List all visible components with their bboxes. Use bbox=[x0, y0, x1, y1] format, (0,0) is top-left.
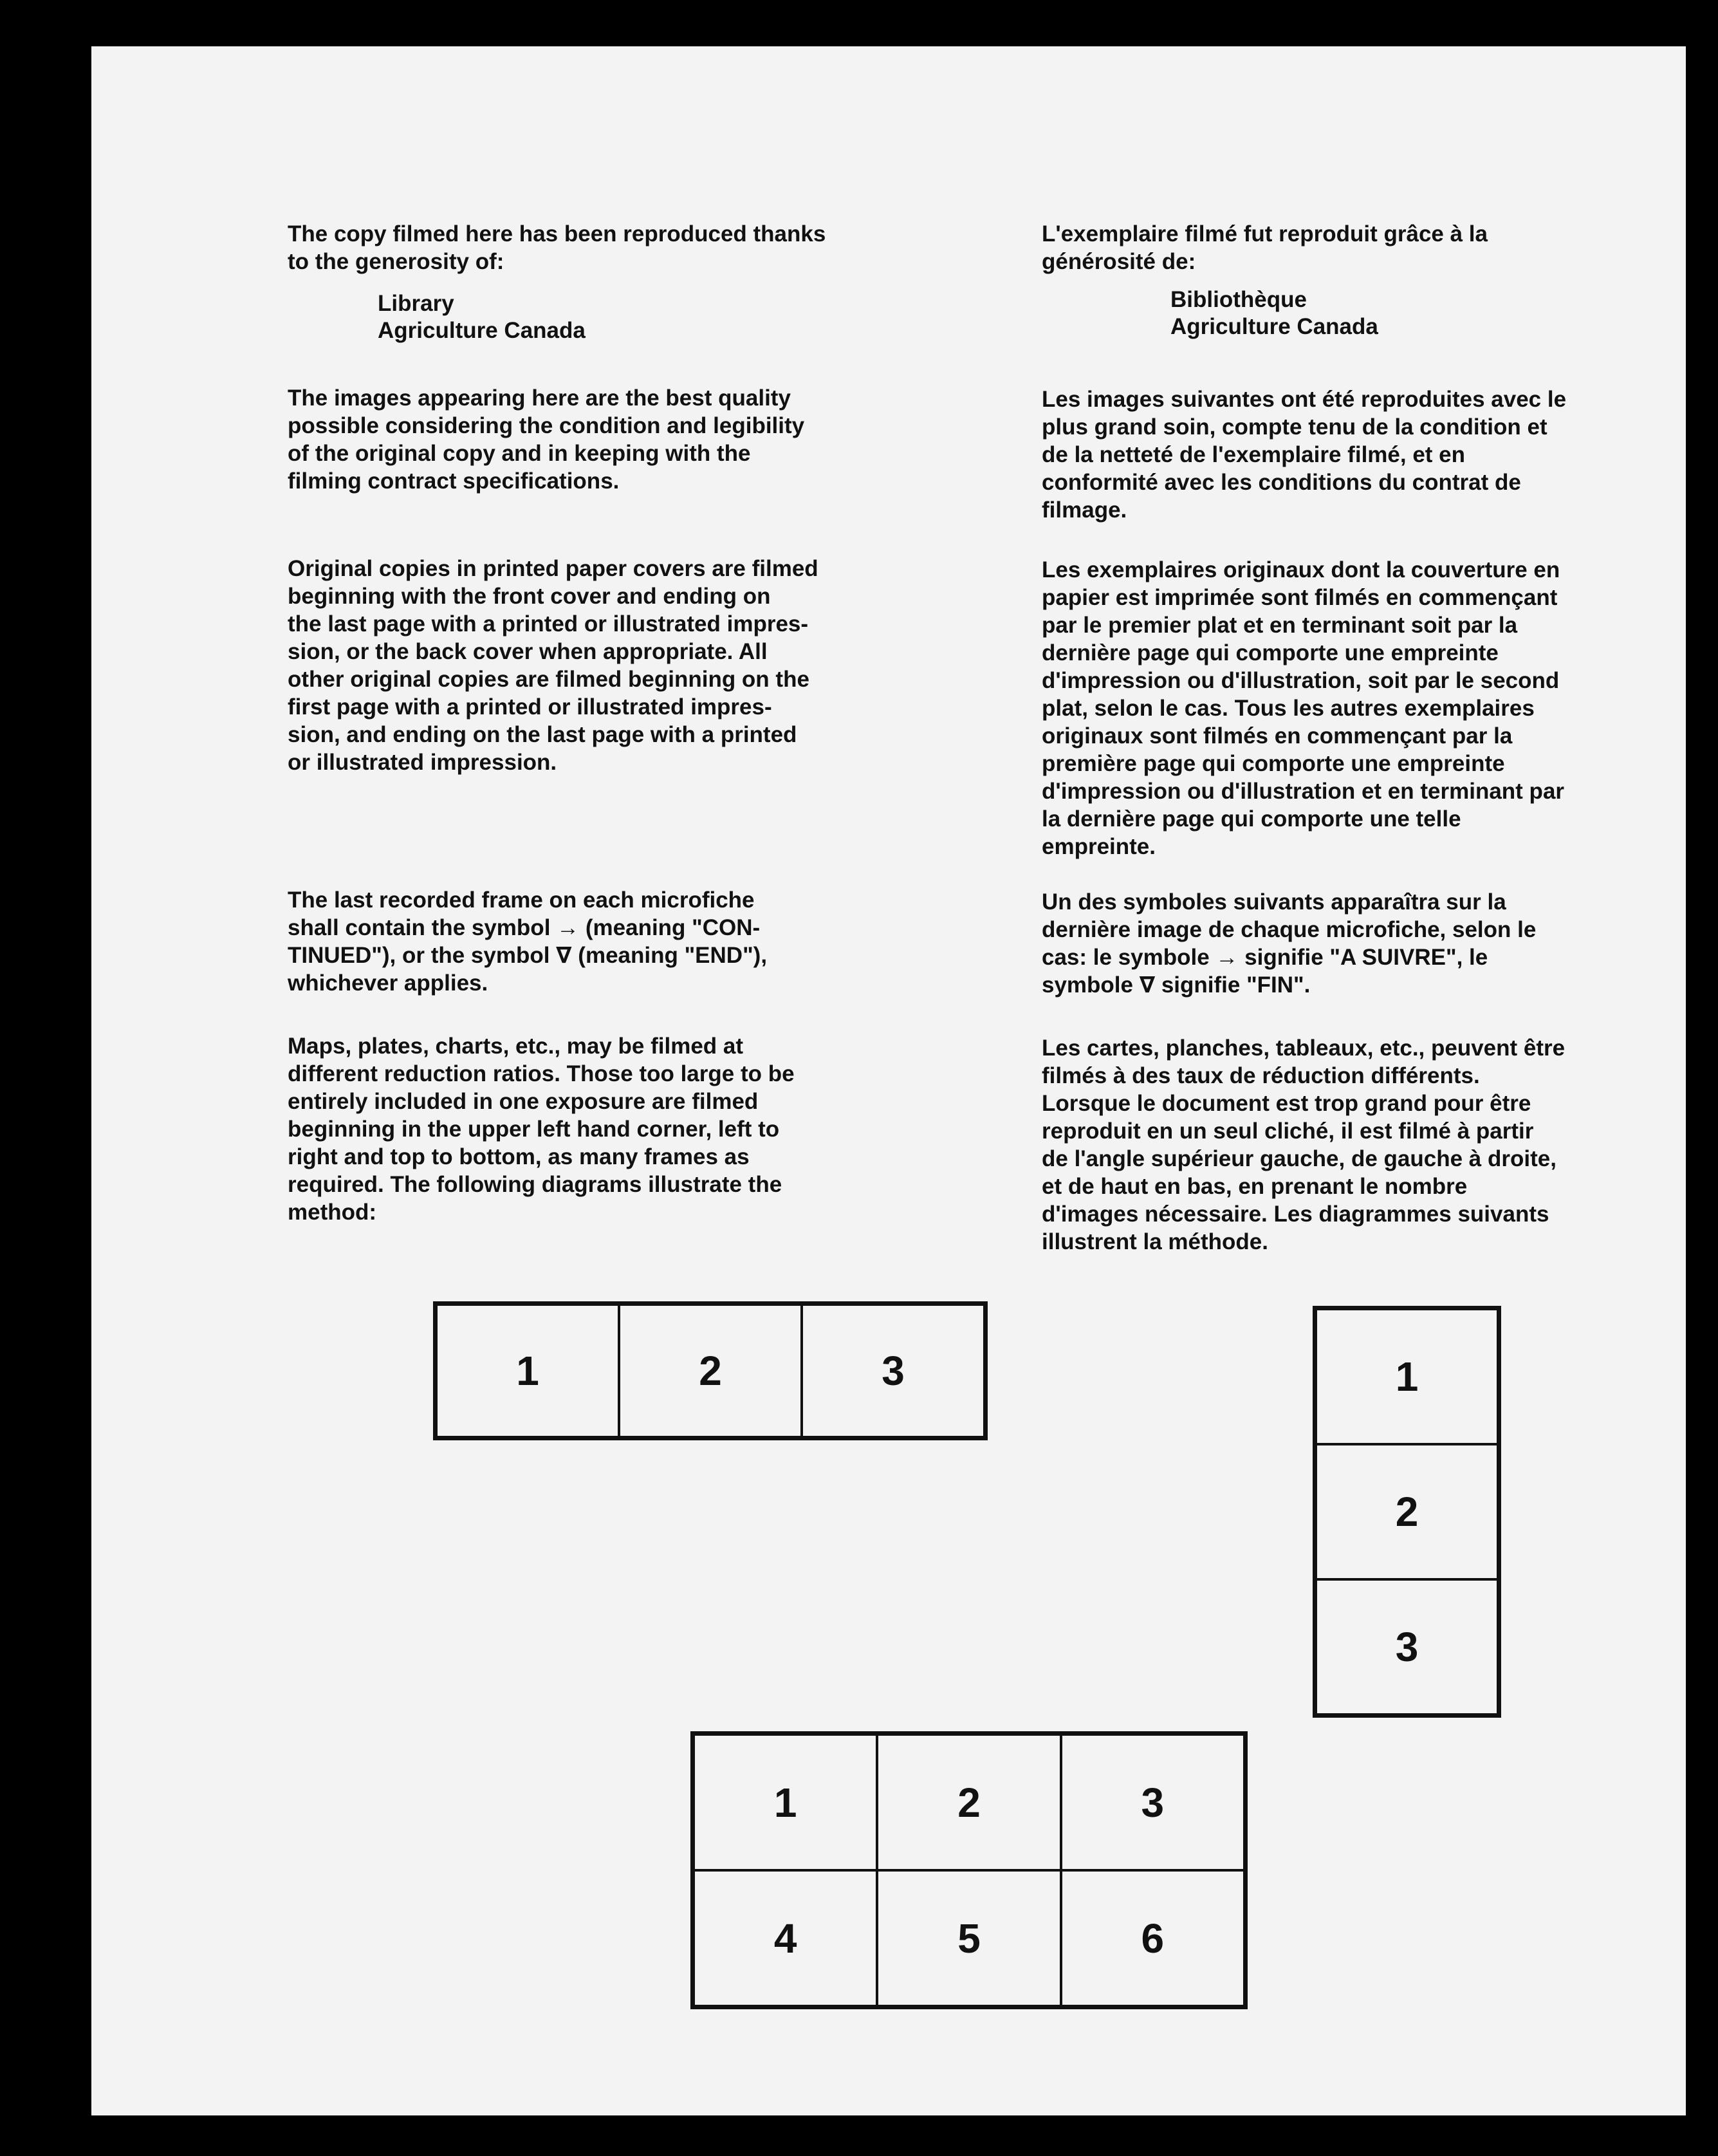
frame-cell: 1 bbox=[435, 1303, 620, 1438]
frame-cell: 2 bbox=[618, 1303, 803, 1438]
frame-cell: 2 bbox=[1315, 1443, 1499, 1581]
en-quality-paragraph: The images appearing here are the best quality possible considering the condition and legibility of the original copy and in keeping with the filming contract specifications. bbox=[288, 386, 805, 494]
frame-cell: 3 bbox=[1060, 1733, 1246, 1872]
en-symbol-paragraph: The last recorded frame on each microfiche shall contain the symbol → (meaning "CON- TINUED"), or the symbol ∇ (meaning "END"), whichever applies. bbox=[288, 887, 768, 996]
fr-symbol-paragraph: Un des symboles suivants apparaîtra sur la dernière image de chaque microfiche, selon le cas: le symbole → signifie "A SUIVRE", le symbole ∇ signifie "FIN". bbox=[1042, 889, 1537, 998]
horizontal-frame-diagram bbox=[433, 1301, 988, 1440]
frame-cell: 3 bbox=[1315, 1578, 1499, 1716]
frame-cell: 6 bbox=[1060, 1869, 1246, 2007]
fr-library-name: Bibliothèque bbox=[1170, 287, 1307, 312]
frame-cell: 3 bbox=[800, 1303, 986, 1438]
en-maps-paragraph: Maps, plates, charts, etc., may be filmed at different reduction ratios. Those too large to be entirely included in one exposure are filmed beginning in the upper left hand corner, left to right and top to bottom, as many frames as required. The following diagrams illustrate the method: bbox=[288, 1034, 795, 1225]
fr-library-dept: Agriculture Canada bbox=[1170, 314, 1378, 339]
document-page bbox=[91, 46, 1686, 2115]
frame-cell: 1 bbox=[1315, 1308, 1499, 1445]
frame-cell: 2 bbox=[876, 1733, 1062, 1872]
frame-cell: 1 bbox=[692, 1733, 878, 1872]
frame-cell: 5 bbox=[876, 1869, 1062, 2007]
fr-maps-paragraph: Les cartes, planches, tableaux, etc., peuvent être filmés à des taux de réduction différents. Lorsque le document est trop grand pour être reproduit en un seul cliché, il est filmé à partir de l'angle supérieur gauche, de gauche à droite, et de haut en bas, en prenant le nombre d'images nécessaire. Les diagrammes suivants illustrent la méthode. bbox=[1042, 1036, 1566, 1254]
en-library-name: Library bbox=[378, 291, 454, 316]
fr-quality-paragraph: Les images suivantes ont été reproduites avec le plus grand soin, compte tenu de la condition et de la netteté de l'exemplaire filmé, et en conformité avec les conditions du contrat de filmage. bbox=[1042, 387, 1567, 523]
vertical-frame-diagram bbox=[1313, 1306, 1501, 1718]
fr-thanks-paragraph: L'exemplaire filmé fut reproduit grâce à la générosité de: bbox=[1042, 221, 1488, 274]
grid-frame-diagram bbox=[690, 1731, 1248, 2009]
fr-covers-paragraph: Les exemplaires originaux dont la couverture en papier est imprimée sont filmés en commençant par le premier plat et en terminant soit par la dernière page qui comporte une empreinte d'impression ou d'illustration, soit par le second plat, selon le cas. Tous les autres exemplaires originaux sont filmés en commençant par la première page qui comporte une empreinte d'impression ou d'illustration et en terminant par la dernière page qui comporte une telle empreinte. bbox=[1042, 557, 1565, 859]
en-thanks-paragraph: The copy filmed here has been reproduced thanks to the generosity of: bbox=[288, 221, 826, 274]
en-library-dept: Agriculture Canada bbox=[378, 318, 586, 343]
en-covers-paragraph: Original copies in printed paper covers are filmed beginning with the front cover and ending on the last page with a printed or illustrated impres- sion, or the back cover when appropriate. All other original copies are filmed beginning on the first page with a printed or illustrated impres- sion, and ending on the last page with a printed or illustrated impression. bbox=[288, 556, 818, 775]
frame-cell: 4 bbox=[692, 1869, 878, 2007]
